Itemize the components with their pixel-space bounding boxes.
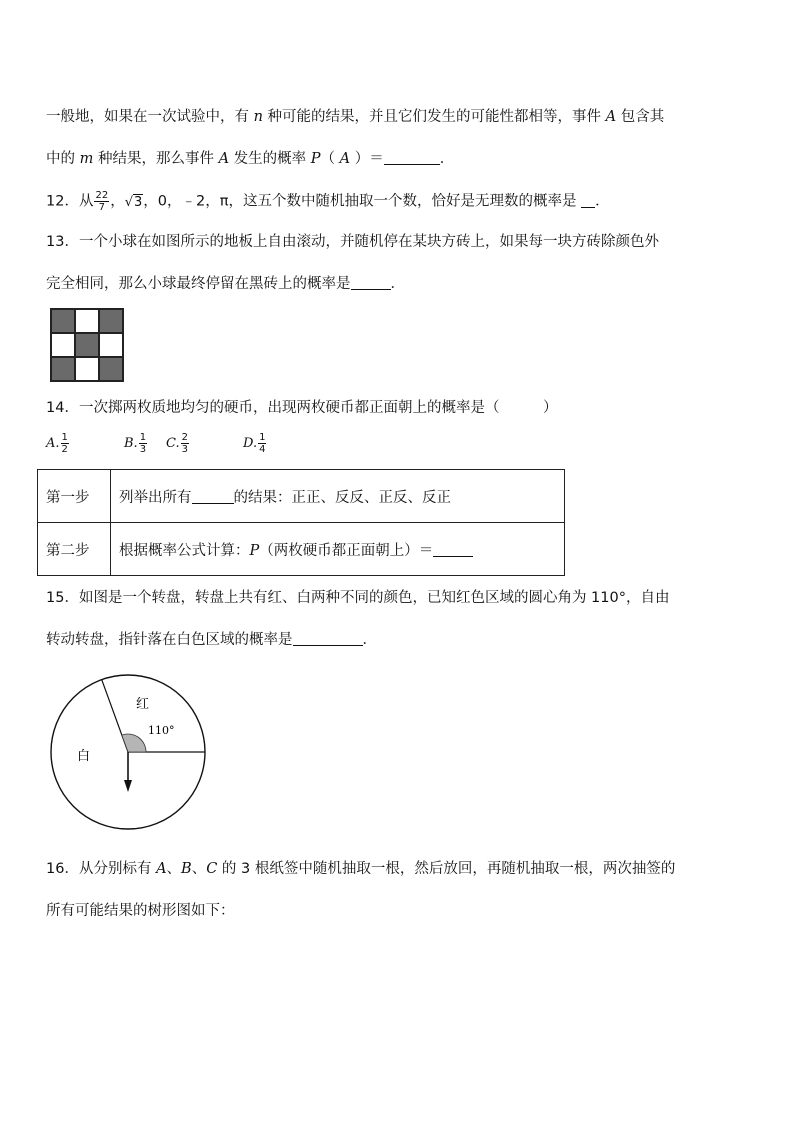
step-content [111,523,565,576]
pointer-arrow-icon [124,780,132,792]
square-root: √3 [124,194,143,210]
fraction [139,432,147,455]
variable-m: m [79,151,94,167]
radicand: 3 [133,194,143,210]
text: 的 3 根纸签中随机抽取一根，然后放回，再随机抽取一根，两次抽签的 [217,861,676,877]
text: 中的 [46,151,80,167]
step-label: 第二步 [38,523,111,576]
black-tile [75,333,99,357]
label-c: C [206,861,218,877]
text: ）＝ [350,151,384,167]
text: 种可能的结果，并且它们发生的可能性都相等，事件 [262,109,606,125]
option-d[interactable] [243,432,267,455]
variable-p: P [310,151,321,167]
step-label: 第一步 [38,470,111,523]
text: 种结果，那么事件 [93,151,219,167]
white-tile [75,309,99,333]
fraction-denominator: 2 [61,444,68,455]
text: 、 [166,861,182,877]
question-15-line-1: 15．如图是一个转盘，转盘上共有红、白两种不同的颜色，已知红色区域的圆心角为 110°，自由 [46,590,670,606]
label-b: B [181,861,192,877]
answer-blank[interactable] [192,489,234,504]
text: ． [362,632,377,648]
black-tile [51,357,75,381]
option-letter: D. [243,436,258,451]
white-label: 白 [77,749,91,764]
fraction-numerator: 1 [259,432,266,443]
fraction [94,190,109,213]
angle-marker [122,734,146,752]
question-15-line-2 [46,630,377,650]
text: 一般地，如果在一次试验中，有 [46,109,254,125]
answer-blank[interactable] [293,631,363,646]
fraction-denominator: 7 [98,202,105,213]
question-13-line-1: 13．一个小球在如图所示的地板上自由滚动，并随机停在某块方砖上，如果每一块方砖除颜色外 [46,234,659,250]
white-tile [51,333,75,357]
text: ， [110,193,125,210]
answer-blank[interactable] [433,542,473,557]
question-16-line-1 [46,859,675,879]
floor-tile-grid [50,308,124,382]
fraction-numerator: 2 [181,432,188,443]
text: 转动转盘，指针落在白色区域的概率是 [46,632,293,648]
question-13-line-2 [46,274,405,294]
black-tile [99,309,123,333]
steps-table [37,469,565,576]
variable-n: n [253,109,263,125]
text: 列举出所有 [119,489,192,506]
fraction-numerator: 1 [139,432,147,443]
intro-line-1 [46,107,664,127]
text: ，0，﹣2，π，这五个数中随机抽取一个数，恰好是无理数的概率是 [143,193,582,210]
variable-a: A [218,151,230,167]
variable-a: A [605,109,617,125]
fraction-numerator: 22 [95,190,109,201]
fraction [61,432,69,455]
text: 16．从分别标有 [46,861,157,877]
text: 包含其 [616,109,665,125]
text: 发生的概率 [229,151,311,167]
variable-a: A [339,151,351,167]
answer-blank[interactable] [581,193,595,208]
text: ． [390,276,405,292]
option-a[interactable] [46,432,70,455]
question-number: 12．从 [46,193,94,210]
option-c[interactable] [166,432,190,455]
table-row [38,523,565,576]
question-12 [46,190,610,213]
step-content [111,470,565,523]
variable-p: P [249,542,260,559]
fraction [181,432,189,455]
text: 的结果：正正、反反、正反、反正 [233,489,451,506]
text: 、 [191,861,207,877]
text: ． [439,151,455,167]
white-tile [99,333,123,357]
option-letter: A. [46,436,60,451]
text: 根据概率公式计算： [119,542,250,559]
angle-label: 110° [148,724,175,737]
text: （两枚硬币都正面朝上）＝ [259,542,434,559]
text: （ [320,151,340,167]
text: 完全相同，那么小球最终停留在黑砖上的概率是 [46,276,351,292]
answer-blank[interactable] [351,275,391,290]
table-row [38,470,565,523]
question-14-stem: 14．一次掷两枚质地均匀的硬币，出现两枚硬币都正面朝上的概率是（ ） [46,400,558,416]
intro-line-2 [46,149,454,169]
text: ． [595,193,610,210]
black-tile [51,309,75,333]
red-label: 红 [136,697,150,712]
fraction-numerator: 1 [61,432,68,443]
fraction-denominator: 3 [139,444,147,455]
option-b[interactable] [124,432,148,455]
spinner-diagram [40,668,230,843]
option-letter: B. [124,436,138,451]
label-a: A [156,861,167,877]
fraction-denominator: 4 [259,444,266,455]
white-tile [75,357,99,381]
question-16-line-2: 所有可能结果的树形图如下： [46,903,235,919]
option-letter: C. [166,436,180,451]
fraction [258,432,266,455]
black-tile [99,357,123,381]
fraction-denominator: 3 [181,444,188,455]
answer-blank[interactable] [384,150,440,165]
